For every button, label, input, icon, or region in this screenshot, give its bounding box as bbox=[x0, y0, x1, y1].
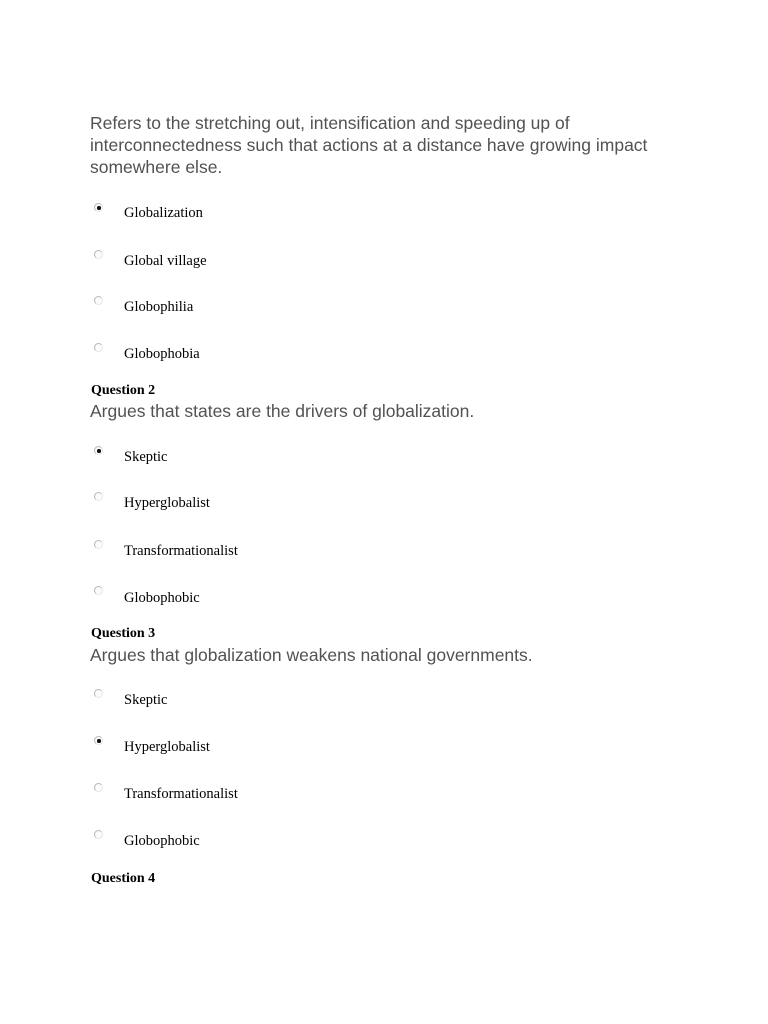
option-label: Hyperglobalist bbox=[124, 495, 210, 511]
option-label: Globophilia bbox=[124, 299, 194, 315]
radio-button[interactable] bbox=[94, 296, 103, 305]
radio-button[interactable] bbox=[94, 783, 103, 792]
q3-option-3[interactable] bbox=[94, 783, 394, 803]
option-label: Globalization bbox=[124, 205, 203, 221]
question-1-prompt: Refers to the stretching out, intensification and speeding up of interconnectedness such that actions at a distance have growing impact somewhere else. bbox=[90, 113, 648, 177]
q1-option-3[interactable] bbox=[94, 296, 394, 316]
q3-option-2[interactable] bbox=[94, 736, 394, 756]
radio-button[interactable] bbox=[94, 540, 103, 549]
option-label: Transformationalist bbox=[124, 543, 238, 559]
radio-button[interactable] bbox=[94, 689, 103, 698]
q2-option-4[interactable] bbox=[94, 586, 394, 606]
radio-button[interactable] bbox=[94, 830, 103, 839]
option-label: Globophobic bbox=[124, 833, 200, 849]
question-3-label: Question 3 bbox=[91, 626, 156, 641]
option-label: Transformationalist bbox=[124, 786, 238, 802]
q1-option-2[interactable] bbox=[94, 250, 394, 270]
radio-button-selected[interactable] bbox=[94, 736, 103, 745]
q1-option-4[interactable] bbox=[94, 343, 394, 363]
q2-option-2[interactable] bbox=[94, 492, 394, 512]
q3-option-1[interactable] bbox=[94, 689, 394, 709]
option-label: Globophobia bbox=[124, 346, 200, 362]
question-2-label: Question 2 bbox=[91, 383, 156, 398]
question-3-prompt: Argues that globalization weakens national governments. bbox=[90, 645, 533, 665]
option-label: Skeptic bbox=[124, 449, 168, 465]
question-2-prompt: Argues that states are the drivers of globalization. bbox=[90, 401, 475, 421]
radio-button[interactable] bbox=[94, 343, 103, 352]
option-label: Global village bbox=[124, 253, 207, 269]
question-4-label: Question 4 bbox=[91, 871, 156, 886]
radio-button-selected[interactable] bbox=[94, 203, 103, 212]
q2-option-1[interactable] bbox=[94, 446, 394, 466]
radio-button[interactable] bbox=[94, 250, 103, 259]
radio-button[interactable] bbox=[94, 586, 103, 595]
option-label: Hyperglobalist bbox=[124, 739, 210, 755]
radio-button-selected[interactable] bbox=[94, 446, 103, 455]
option-label: Globophobic bbox=[124, 590, 200, 606]
q1-option-1[interactable] bbox=[94, 203, 394, 223]
q3-option-4[interactable] bbox=[94, 830, 394, 850]
radio-button[interactable] bbox=[94, 492, 103, 501]
option-label: Skeptic bbox=[124, 692, 168, 708]
q2-option-3[interactable] bbox=[94, 540, 394, 560]
